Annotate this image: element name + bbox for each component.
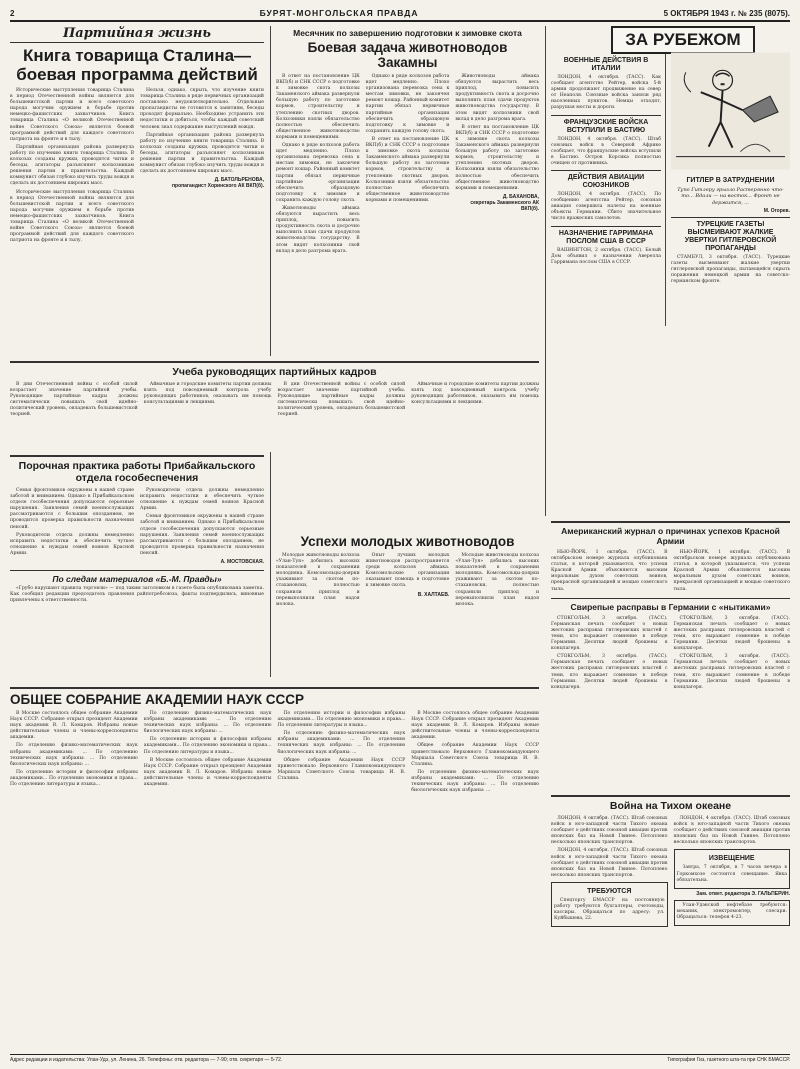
article-text: СТОКГОЛЬМ, 3 октября. (ТАСС). Германская печать сообщает о новых жестоких расправах гитлеровских властей с теми, кто выражает сомнение в победе Германии. Десятки людей брошены в концлагеря. [673, 615, 790, 652]
article-text: В Москве состоялось общее собрание Академии Наук СССР. Собрание открыл президент Академии наук академик В. Л. Комаров. Избраны новые действительные члены и члены-корреспонденты академии. [10, 711, 138, 741]
section-kicker: Месячник по завершению подготовки к зимовке скота [293, 28, 522, 38]
article-text: Общее собрание Академии Наук СССР приветствовало Верховного Главнокомандующего Маршала Советского Союза товарища И. В. Сталина. [411, 743, 539, 767]
article-text: Руководители отдела должны немедленно исправить недостатки и обеспечить чуткое отношение к нуждам семей воинов Красной Армии. [10, 532, 134, 556]
news-headline: ДЕЙСТВИЯ АВИАЦИИ СОЮЗНИКОВ [567, 174, 645, 190]
article-headline: Свирепые расправы в Германии с «нытиками» [570, 601, 771, 612]
ad-text: Завтра, 7 октября, в 7 часов вечера в Горкомхозе состоится совещание. Явка обязательна. [676, 865, 787, 883]
article-headline: Учеба руководящих партийных кадров [172, 366, 377, 378]
article-text: Исторические выступления товарища Сталина в период Отечественной войны являются для большевистской партии и всего советского народа могучим оружием в борьбе против немецко-фашистских захватчиков. Книга товарища Сталина «О великой Отечественной войне Советского Союза» является боевой программой действий для каждого советского патриота на фронте и в тылу. [10, 88, 134, 142]
article-text: Животноводы аймака обязуются вырастить весь приплод, повысить продуктивность скота и досрочно выполнить план сдачи продуктов животноводства государству. В этом видят колхозники свой вклад в дело разгрома врага. [455, 74, 540, 122]
cartoon-caption: ГИТЛЕР В ЗАТРУДНЕНИИ [686, 177, 775, 184]
article-headline: Книга товарища Сталина—боевая программа действий [16, 46, 258, 84]
ad-text: Улан-Удэнской нефтебазе требуются: механик, электромонтер, слесари. Обращаться: телефон 4-23. [676, 902, 787, 920]
welfare-section [10, 452, 264, 677]
column-rule [270, 452, 271, 677]
article-headline: Война на Тихом океане [609, 800, 732, 812]
article-text: Исторические выступления товарища Сталина в период Отечественной войны являются для большевистской партии и всего советского народа могучим оружием в борьбе против немецко-фашистских захватчиков. Книга товарища Сталина «О великой Отечественной войне Советского Союза» является боевой программой действий для каждого советского патриота на фронте и в тылу. [10, 189, 134, 244]
divider [551, 598, 790, 599]
column-rule [545, 26, 546, 516]
ad-title: ИЗВЕЩЕНИЕ [708, 855, 755, 863]
issue-date: 5 ОКТЯБРЯ 1943 г. № 235 (8075). [663, 9, 790, 18]
cartoon-illustration [671, 52, 790, 170]
article-text: По отделению истории и философии избраны академиками... По отделению экономики и права... По отделению литературы и языка... [277, 711, 406, 729]
divider [551, 226, 661, 227]
article-text: По отделению истории и философии избраны академиками... По отделению экономики и права... По отделению литературы и языка... [10, 769, 138, 788]
article-text: Аймачные и городские комитеты партии должны взять под повседневный контроль учебу руководящих работников, оказывать им помощь консультациями и лекциями. [143, 382, 272, 406]
party-life-section [10, 26, 264, 356]
news-headline: НАЗНАЧЕНИЕ ГАРРИМАНА ПОСЛОМ США В СССР [558, 229, 654, 245]
livestock-section [276, 26, 539, 356]
article-text: ЛОНДОН, 4 октября. (ТАСС). Штаб союзных войск в юго-западной части Тихого океана сообщает о действиях союзной авиации против японских баз на Новой Гвинее. Потоплено несколько японских транспортов. [551, 848, 668, 878]
masthead [10, 6, 790, 22]
article-text: Животноводы аймака обязуются вырастить весь приплод, повысить продуктивность скота и досрочно выполнить план сдачи продуктов животноводства государству. В этом видят колхозники свой вклад в дело разгрома врага. [276, 205, 360, 254]
cartoon-poem: Тупо Гитлеру грызло Растерянно что-то... Вдали — на восток... Фронт не держится, ... [677, 187, 784, 206]
ad-text: Спецторгу БМАССР на постоянную работу требуются бухгалтеры, счетоводы, кассиры. Обращаться по адресу: ул. Куйбышева, 22. [554, 897, 665, 922]
section-rubric: Партийная жизнь [10, 26, 264, 43]
article-headline: ОБЩЕЕ СОБРАНИЕ АКАДЕМИИ НАУК СССР [10, 692, 305, 707]
page-footer [10, 1054, 790, 1063]
news-text: ЛОНДОН, 4 октября. (ТАСС). По сообщению агентства Рейтер, союзная авиация совершила налеты на военные объекты Германии. Сбито значительное число вражеских самолетов. [551, 192, 661, 222]
divider [10, 687, 539, 689]
article-text: СТОКГОЛЬМ, 3 октября. (ТАСС). Германская печать сообщает о новых жестоких расправах гитлеровских властей с теми, кто выражает сомнение в победе Германии. Десятки людей брошены в концлагеря. [551, 615, 668, 652]
news-text: ЛОНДОН, 4 октября. (ТАСС). Как сообщает агентство Рейтер, войска 5-й армии продолжают продвижение на север от Неаполя. Союзные войска заняли ряд населенных пунктов. Немцы отходят, разрушая мосты и дороги. [551, 75, 661, 111]
ad-box [674, 900, 791, 926]
follow-up-kicker: По следам материалов «Б.-М. Правды» [52, 574, 222, 585]
divider [551, 795, 790, 797]
news-headline: ТУРЕЦКИЕ ГАЗЕТЫ ВЫСМЕИВАЮТ ЖАЛКИЕ УВЕРТКИ ГИТЛЕРОВСКОЙ ПРОПАГАНДЫ [684, 220, 777, 252]
news-headline: ВОЕННЫЕ ДЕЙСТВИЯ В ИТАЛИИ [563, 57, 649, 72]
page-number: 2 [10, 9, 15, 18]
article-text: По отделению физико-математических наук избраны академиками: ... По отделению технических наук избраны: ... По отделению биологических наук избраны: ... [10, 743, 138, 767]
article-text: Семьи фронтовиков окружены в нашей стране заботой и вниманием. Однако в Прибайкальском отделе гособеспечения допускаются серьезные нарушения. Заявления семей военнослужащих рассматриваются с большим опозданием, не проводится проверка правильности назначения пенсий. [140, 514, 264, 556]
article-text: В Москве состоялось общее собрание Академии Наук СССР. Собрание открыл президент Академии наук академик В. Л. Комаров. Избраны новые действительные члены и члены-корреспонденты академии. [411, 711, 539, 741]
article-text: В ответ на постановление ЦК ВКП(б) и СНК СССР о подготовке к зимовке скота колхозы Закаменского аймака развернули большую работу по заготовке кормов, строительству и утеплению скотных дворов. Колхозники взяли обязательство полностью обеспечить общественное животноводство кормами и помещениями. [276, 74, 360, 140]
article-headline: Порочная практика работы Прибайкальского отдела гособеспечения [18, 460, 256, 484]
news-text: ЛОНДОН, 4 октября. (ТАСС). Штаб союзных войск в Северной Африке сообщает, что французские войска вступили в Бастию. Остров Корсика полностью очищен от противника. [551, 136, 661, 166]
academy-section [10, 684, 539, 1029]
divider [10, 570, 264, 571]
young-herders-section [276, 532, 539, 677]
pacific-war-section [551, 792, 790, 1032]
news-text: СТАМБУЛ, 3 октября. (ТАСС). Турецкие газеты высмеивают жалкие увертки гитлеровской пропаганды, пытающейся скрыть поражения немецкой армии на советско-германском фронте. [671, 254, 790, 285]
cartoon-section [671, 52, 790, 352]
footer-address: Адрес редакции и издательства: Улан-Удэ, ул. Ленина, 26. Телефоны: отв. редактора — 7-90; отв. секретаря — 5-72. [10, 1057, 283, 1063]
article-text: СТОКГОЛЬМ, 3 октября. (ТАСС). Германская печать сообщает о новых жестоких расправах гитлеровских властей с теми, кто выражает сомнение в победе Германии. Десятки людей брошены в концлагеря. [673, 654, 790, 690]
article-text: Руководители отдела должны немедленно исправить недостатки и обеспечить чуткое отношение к нуждам семей воинов Красной Армии. [140, 488, 264, 512]
article-text: Однако в ряде колхозов работа идет медленно. Плохо организована перевозка сена к местам зимовки, не закончен ремонт кошар. Районный комитет партии обязал первичные партийные организации обеспечить образцовую подготовку к зимовке и сохранить каждую голову скота. [276, 143, 360, 203]
article-text: По отделению физико-математических наук избраны академиками: ... По отделению технических наук избраны: ... По отделению биологических наук избраны: ... [277, 731, 406, 755]
article-text: Семьи фронтовиков окружены в нашей стране заботой и вниманием. Однако в Прибайкальском отделе гособеспечения допускаются серьезные нарушения. Заявления семей военнослужащих рассматриваются с большим опозданием, не проводится проверка правильности назначения пенсий. [10, 488, 134, 530]
article-text: По отделению физико-математических наук избраны академиками: ... По отделению технических наук избраны: ... По отделению биологических наук избраны: ... [143, 711, 272, 735]
ad-box [674, 849, 791, 888]
news-text: ВАШИНГТОН, 2 октября. (ТАСС). Белый Дом объявил о назначении Аверелла Гарримана послом США в СССР. [551, 247, 661, 265]
ad-box [551, 882, 668, 927]
article-text: По отделению физико-математических наук избраны академиками: ... По отделению технических наук избраны: ... По отделению биологических наук избраны: ... [411, 769, 539, 794]
author-signature: Д. БАХАНОВА, секретарь Закаменского АК ВКП(б). [470, 193, 540, 212]
party-cadres-section [10, 358, 539, 448]
divider [10, 455, 264, 457]
page-grid [10, 22, 790, 1060]
article-text: Молодые животноводы колхоза «Улан-Туя» добились высоких показателей в сохранении молодняка. Комсомольцы-доярки ухаживают за скотом по-стахановски, полностью сохранили приплод и перевыполнили план надоя молока. [276, 553, 360, 607]
divider [551, 115, 661, 116]
article-text: НЬЮ-ЙОРК, 1 октября. (ТАСС). В октябрьском номере журнала опубликована статья, в которой указывается, что успехи Красной Армии объясняются высоким моральным духом советских воинов, прекрасной организацией и мощью советского тыла. [551, 550, 668, 592]
article-text: Молодые животноводы колхоза «Улан-Туя» добились высоких показателей в сохранении молодняка. Комсомольцы-доярки ухаживают за скотом по-стахановски, полностью сохранили приплод и перевыполнили план надоя молока. [455, 553, 540, 607]
divider [671, 217, 790, 218]
article-text: Нельзя, однако, скрыть, что изучение книги товарища Сталина в ряде первичных организаций поставлено неудовлетворительно. Отдельные пропагандисты не готовятся к занятиям, беседы проходят формально. Необходимо устранить эти недостатки и добиться, чтобы каждый советский человек знал содержание выступлений вождя. [140, 88, 264, 130]
article-headline: Боевая задача животноводов Закамны [307, 40, 508, 70]
article-text: В ответ на постановление ЦК ВКП(б) и СНК СССР о подготовке к зимовке скота колхозы Закаменского аймака развернули большую работу по заготовке кормов, строительству и утеплению скотных дворов. Колхозники взяли обязательство полностью обеспечить общественное животноводство кормами и помещениями. [455, 124, 540, 191]
author-signature: Д. БАТОЛЬРЕНОВА, пропагандист Хоринского АК ВКП(б). [172, 177, 264, 190]
article-text: Партийная организация района развернула работу по изучению книги товарища Сталина. В колхозах созданы кружки, проводятся читки и беседы, агитаторы разъясняют колхозникам решения партии и правительства. Каждый коммунист обязан глубоко изучить труды вождя и сделать их достоянием широких масс. [10, 144, 134, 187]
author-signature: В. ХАЛТАЕВ. [417, 591, 450, 598]
article-text: Общее собрание Академии Наук СССР приветствовало Верховного Главнокомандующего Маршала Советского Союза товарища И. В. Сталина. [277, 757, 406, 781]
article-text: НЬЮ-ЙОРК, 1 октября. (ТАСС). В октябрьском номере журнала опубликована статья, в которой указывается, что успехи Красной Армии объясняются высоким моральным духом советских воинов, прекрасной организацией и мощью советского тыла. [673, 550, 790, 592]
article-text: Однако в ряде колхозов работа идет медленно. Плохо организована перевозка сена к местам зимовки, не закончен ремонт кошар. Районный комитет партии обязал первичные партийные организации обеспечить образцовую подготовку к зимовке и сохранить каждую голову скота. [365, 74, 450, 134]
article-headline: Американский журнал о причинах успехов Красной Армии [561, 526, 780, 546]
article-text: В дни Отечественной войны с особой силой возрастает значение партийной учебы. Руководящие партийные кадры должны систематически повышать свой идейно-политический уровень, овладевать большевистской теорией. [10, 382, 138, 418]
article-text: В ответ на постановление ЦК ВКП(б) и СНК СССР о подготовке к зимовке скота колхозы Закаменского аймака развернули большую работу по заготовке кормов, строительству и утеплению скотных дворов. Колхозники взяли обязательство полностью обеспечить общественное животноводство кормами и помещениями. [365, 136, 450, 203]
world-press-section [551, 518, 790, 788]
editor-credit: Зам. ответ. редактора Э. ГАЛЬПЕРИН. [696, 890, 790, 897]
foreign-news-title: ЗА РУБЕЖОМ [611, 26, 755, 54]
divider [10, 361, 539, 363]
article-text: Партийная организация района развернула работу по изучению книги товарища Сталина. В колхозах созданы кружки, проводятся читки и беседы, агитаторы разъясняют колхозникам решения партии и правительства. Каждый коммунист обязан глубоко изучить труды вождя и сделать их достоянием широких масс. [140, 132, 264, 175]
cartoon-credit: М. Огорев. [763, 207, 790, 214]
divider [551, 170, 661, 171]
article-text: ЛОНДОН, 4 октября. (ТАСС). Штаб союзных войск в юго-западной части Тихого океана сообщает о действиях союзной авиации против японских баз на Новой Гвинее. Потоплено несколько японских транспортов. [551, 816, 668, 846]
column-rule [665, 26, 666, 326]
footer-printer: Типография Гиз, газетного шта-та при СНК БМАССР. [667, 1057, 790, 1063]
article-text: Опыт лучших молодых животноводов распространяется среди колхозов аймака. Комсомольские организации оказывают помощь в подготовке к зимовке скота. [365, 553, 450, 589]
news-headline: ФРАНЦУЗСКИЕ ВОЙСКА ВСТУПИЛИ В БАСТИЮ [563, 118, 649, 134]
article-text: Аймачные и городские комитеты партии должны взять под повседневный контроль учебу руководящих работников, оказывать им помощь консультациями и лекциями. [411, 382, 539, 406]
paper-title: БУРЯТ-МОНГОЛЬСКАЯ ПРАВДА [259, 8, 419, 18]
column-rule [270, 26, 271, 356]
article-text: В дни Отечественной войны с особой силой возрастает значение партийной учебы. Руководящие партийные кадры должны систематически повышать свой идейно-политический уровень, овладевать большевистской теорией. [277, 382, 406, 418]
article-text: В Москве состоялось общее собрание Академии Наук СССР. Собрание открыл президент Академии наук академик В. Л. Комаров. Избраны новые действительные члены и члены-корреспонденты академии. [143, 757, 272, 788]
article-text: ЛОНДОН, 4 октября. (ТАСС). Штаб союзных войск в юго-западной части Тихого океана сообщает о действиях союзной авиации против японских баз на Новой Гвинее. Потоплено несколько японских транспортов. [673, 816, 790, 846]
ad-title: ТРЕБУЮТСЯ [587, 887, 632, 895]
divider [551, 521, 790, 523]
article-headline: Успехи молодых животноводов [300, 534, 515, 549]
article-text: СТОКГОЛЬМ, 3 октября. (ТАСС). Германская печать сообщает о новых жестоких расправах гитлеровских властей с теми, кто выражает сомнение в победе Германии. Десятки людей брошены в концлагеря. [551, 654, 668, 690]
author-signature: А. МОСТОВСКАЯ. [220, 559, 264, 566]
article-text: По отделению истории и философии избраны академиками... По отделению экономики и права... По отделению литературы и языка... [143, 737, 272, 755]
article-text: «Грубо нарушают правила торговли» — под таким заголовком в газете была опубликована заметка. Как сообщил редакции председатель правления райпотребсоюза, факты подтвердились, виновные привлечены к ответственности. [10, 586, 264, 604]
